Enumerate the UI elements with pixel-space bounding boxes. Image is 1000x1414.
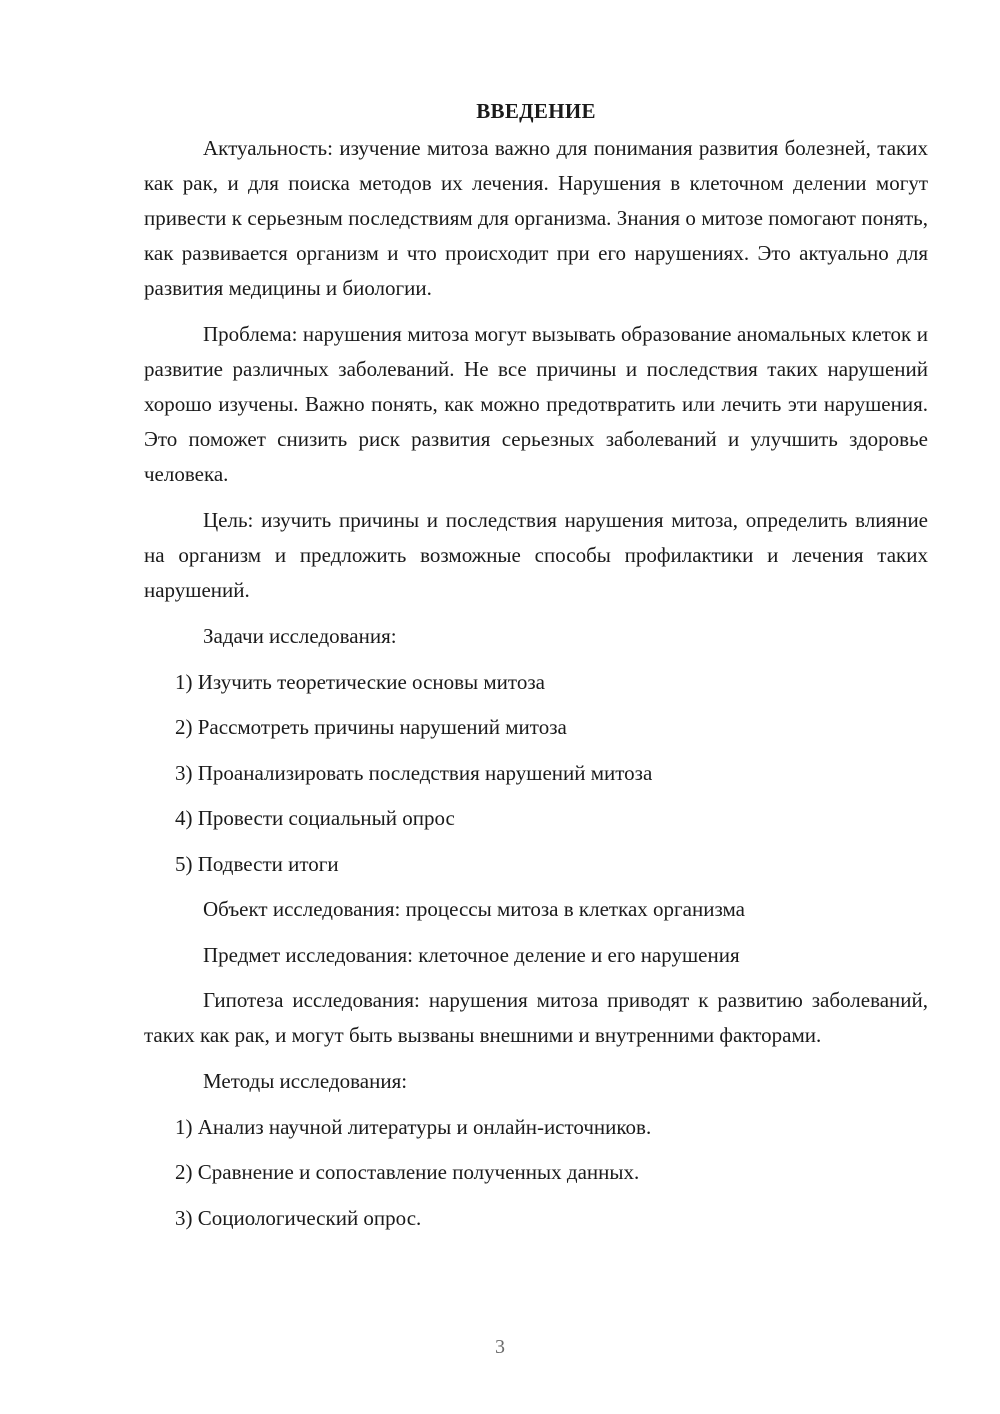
problem-paragraph: Проблема: нарушения митоза могут вызывать образование аномальных клеток и развитие различных заболеваний. Не все причины и последствия таких нарушений хорошо изучены. Важно понять, как можно предотвратить или лечить эти нарушения. Это поможет снизить риск развития серьезных заболеваний и улучшить здоровье человека. (144, 322, 928, 486)
task-item-1: 1) Изучить теоретические основы митоза (175, 669, 545, 694)
method-item-2: 2) Сравнение и сопоставление полученных данных. (175, 1160, 640, 1184)
section-heading: ВВЕДЕНИЕ (476, 99, 596, 123)
task-item-2: 2) Рассмотреть причины нарушений митоза (175, 715, 567, 739)
hypothesis-paragraph: Гипотеза исследования: нарушения митоза приводят к развитию заболеваний, таких как рак, и могут быть вызваны внешними и внутренними факторами. (144, 988, 928, 1047)
goal-paragraph: Цель: изучить причины и последствия нарушения митоза, определить влияние на организм и предложить возможные способы профилактики и лечения таких нарушений. (144, 508, 928, 602)
relevance-paragraph: Актуальность: изучение митоза важно для понимания развития болезней, таких как рак, и для поиска методов их лечения. Нарушения в клеточном делении могут привести к серьезным последствиям для организма. Знания о митозе помогают понять, как развивается организм и что происходит при его нарушениях. Это актуально для развития медицины и биологии. (144, 136, 928, 300)
page-number: 3 (495, 1336, 505, 1358)
method-item-3: 3) Социологический опрос. (175, 1205, 422, 1230)
methods-label: Методы исследования: (203, 1069, 408, 1093)
method-item-1: 1) Анализ научной литературы и онлайн-источников. (175, 1114, 652, 1139)
research-object: Объект исследования: процессы митоза в клетках организма (203, 897, 745, 921)
task-item-5: 5) Подвести итоги (175, 851, 339, 876)
research-subject: Предмет исследования: клеточное деление и его нарушения (203, 942, 740, 967)
task-item-4: 4) Провести социальный опрос (175, 806, 455, 830)
document-page (144, 96, 928, 1246)
task-item-3: 3) Проанализировать последствия нарушений митоза (175, 760, 653, 785)
tasks-label: Задачи исследования: (203, 624, 397, 648)
